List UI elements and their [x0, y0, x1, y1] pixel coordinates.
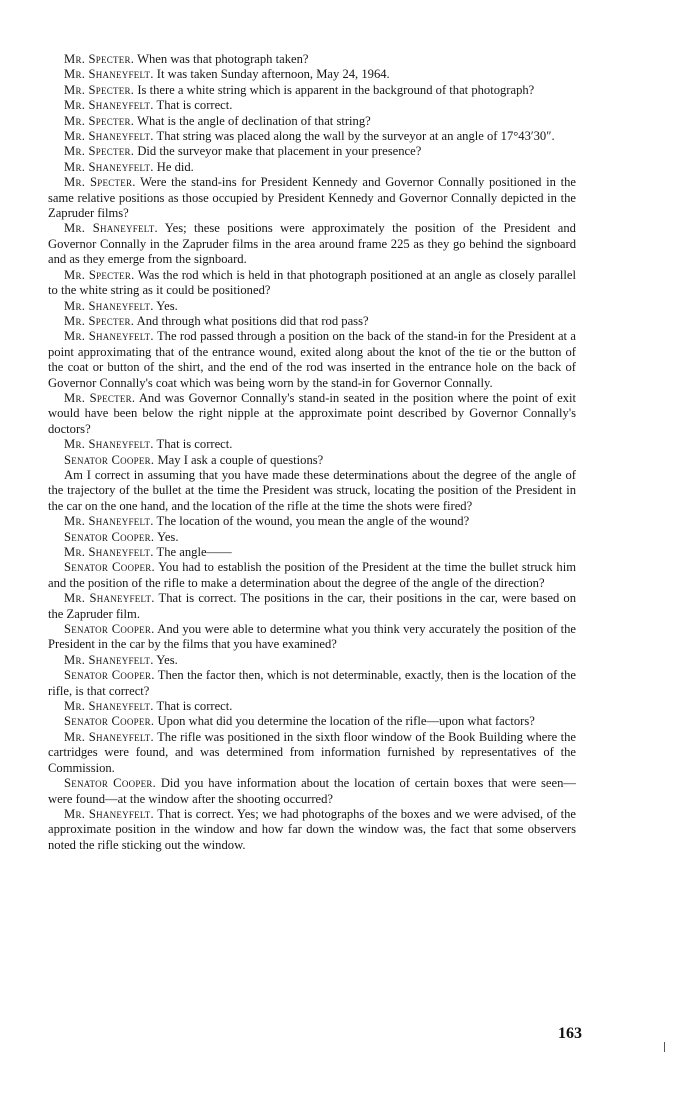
speaker-name: Mr. Shaneyfelt.: [64, 699, 154, 714]
speaker-name: Mr. Specter.: [64, 144, 135, 159]
paragraph-text: That string was placed along the wall by the surveyor at an angle of 17°43′30″.: [153, 129, 555, 144]
speaker-name: Mr. Shaneyfelt.: [64, 67, 154, 82]
speaker-name: Senator Cooper.: [64, 452, 155, 467]
testimony-paragraph: [48, 530, 576, 545]
testimony-paragraph: [48, 144, 576, 159]
paragraph-text: Is there a white string which is apparent in the background of that photograph?: [134, 82, 535, 97]
paragraph-text: Yes.: [153, 298, 178, 313]
paragraph-text: Yes.: [153, 652, 178, 667]
paragraph-text: And through what positions did that rod pass?: [134, 313, 369, 328]
testimony-paragraph: [48, 468, 576, 514]
paragraph-text: He did.: [153, 159, 194, 174]
speaker-name: Mr. Shaneyfelt.: [64, 98, 154, 113]
paragraph-text: May I ask a couple of questions?: [154, 452, 324, 467]
testimony-paragraph: [48, 560, 576, 591]
speaker-name: Mr. Shaneyfelt.: [64, 329, 154, 344]
paragraph-text: That is correct. The positions in the car, their positions in the car, were based on the Zapruder film.: [48, 591, 576, 621]
speaker-name: Mr. Specter.: [64, 82, 135, 97]
testimony-paragraph: [48, 714, 576, 729]
speaker-name: Mr. Specter.: [64, 267, 135, 282]
paragraph-text: That is correct.: [153, 437, 233, 452]
speaker-name: Mr. Shaneyfelt.: [64, 652, 154, 667]
paragraph-text: Yes.: [154, 529, 179, 544]
testimony-paragraph: [48, 98, 576, 113]
paragraph-text: That is correct. Yes; we had photographs of the boxes and we were advised, of the approximate position in the window and how far down the window was, the fact that some observers noted the rifle sticking out the window.: [48, 806, 576, 852]
paragraph-text: Was the rod which is held in that photograph positioned at an angle as closely parallel to the white string as it could be positioned?: [48, 267, 576, 298]
testimony-paragraph: [48, 437, 576, 452]
testimony-page-body: [48, 52, 576, 853]
testimony-paragraph: [48, 622, 576, 653]
speaker-name: Mr. Shaneyfelt.: [64, 159, 154, 174]
speaker-name: Mr. Shaneyfelt.: [64, 545, 154, 559]
speaker-name: Mr. Shaneyfelt.: [64, 221, 158, 236]
testimony-paragraph: [48, 514, 576, 529]
testimony-paragraph: [48, 653, 576, 668]
paragraph-text: The location of the wound, you mean the angle of the wound?: [153, 514, 470, 529]
speaker-name: Senator Cooper.: [64, 776, 156, 791]
testimony-paragraph: [48, 221, 576, 267]
testimony-paragraph: [48, 591, 576, 622]
speaker-name: Mr. Shaneyfelt.: [64, 437, 154, 452]
testimony-paragraph: [48, 314, 576, 329]
speaker-name: Mr. Shaneyfelt.: [64, 514, 154, 529]
testimony-paragraph: [48, 668, 576, 699]
paragraph-text: The angle——: [153, 545, 232, 559]
testimony-paragraph: [48, 699, 576, 714]
paragraph-text: Did you have information about the location of certain boxes that were seen—were found—at the window after the shooting occurred?: [48, 776, 577, 806]
testimony-paragraph: [48, 160, 576, 175]
testimony-paragraph: [48, 453, 576, 468]
testimony-paragraph: [48, 730, 576, 776]
testimony-paragraph: [48, 67, 576, 82]
speaker-name: Senator Cooper.: [64, 714, 155, 729]
paragraph-text: The rifle was positioned in the sixth floor window of the Book Building where the cartridges were found, and was determined from information furnished by representatives of the Commission.: [48, 729, 576, 775]
testimony-paragraph: [48, 329, 576, 391]
page-number: 163: [558, 1025, 582, 1042]
speaker-name: Senator Cooper.: [64, 529, 155, 544]
paragraph-text: Yes; these positions were approximately the position of the President and Governor Connally in the Zapruder films in the area around frame 225 as they go behind the signboard and as they emerge from the signboard.: [48, 221, 576, 267]
speaker-name: Mr. Specter.: [64, 313, 135, 328]
testimony-paragraph: [48, 52, 576, 67]
paragraph-text: Upon what did you determine the location of the rifle—upon what factors?: [154, 714, 535, 729]
testimony-paragraph: [48, 268, 576, 299]
testimony-paragraph: [48, 129, 576, 144]
speaker-name: Mr. Specter.: [64, 52, 135, 66]
paragraph-text: When was that photograph taken?: [134, 52, 309, 66]
speaker-name: Mr. Shaneyfelt.: [64, 298, 154, 313]
paragraph-text: It was taken Sunday afternoon, May 24, 1964.: [153, 67, 390, 82]
paragraph-text: What is the angle of declination of that string?: [134, 113, 371, 128]
testimony-paragraph: [48, 175, 576, 221]
paragraph-text: The rod passed through a position on the back of the stand-in for the President at a point approximating that of the entrance wound, exited along about the knot of the tie or the button of the coat or button of the shirt, and the end of the rod was inserted in the entrance hole on the back of Governor Connally's coat which was being worn by the stand-in for Governor Connally.: [48, 329, 576, 390]
speaker-name: Mr. Shaneyfelt.: [64, 591, 155, 606]
paragraph-text: You had to establish the position of the President at the time the bullet struck him and the position of the rifle to make a determination about the degree of the angle of the direction?: [48, 560, 576, 590]
speaker-name: Senator Cooper.: [64, 668, 155, 683]
speaker-name: Mr. Shaneyfelt.: [64, 129, 154, 144]
testimony-paragraph: [48, 807, 576, 853]
paragraph-text: Did the surveyor make that placement in your presence?: [134, 144, 422, 159]
testimony-paragraph: [48, 545, 576, 560]
paragraph-text: That is correct.: [153, 699, 233, 714]
speaker-name: Mr. Specter.: [64, 390, 136, 405]
paragraph-text: Were the stand-ins for President Kennedy and Governor Connally positioned in the same relative positions as those occupied by President Kennedy and Governor Connally depicted in the Zapruder films?: [48, 175, 577, 221]
testimony-paragraph: [48, 114, 576, 129]
paragraph-text: Am I correct in assuming that you have made these determinations about the degree of the angle of the trajectory of the bullet at the time the President was struck, locating the position of the President in the car on the one hand, and the location of the rifle at the time the shots were fired?: [48, 467, 576, 513]
speaker-name: Mr. Shaneyfelt.: [64, 729, 154, 744]
margin-scan-mark: [664, 1042, 665, 1052]
testimony-paragraph: [48, 83, 576, 98]
paragraph-text: And you were able to determine what you think very accurately the position of the President in the car by the films that you have examined?: [48, 622, 576, 652]
paragraph-text: And was Governor Connally's stand-in seated in the position where the point of exit would have been below the right nipple at the approximate point described by Governor Connally's doctors?: [48, 390, 577, 436]
paragraph-text: That is correct.: [153, 98, 233, 113]
paragraph-text: Then the factor then, which is not determinable, exactly, then is the location of the rifle, is that correct?: [48, 668, 576, 698]
testimony-paragraph: [48, 299, 576, 314]
speaker-name: Senator Cooper.: [64, 560, 155, 575]
speaker-name: Senator Cooper.: [64, 622, 155, 637]
speaker-name: Mr. Shaneyfelt.: [64, 806, 154, 821]
speaker-name: Mr. Specter.: [64, 175, 136, 190]
testimony-paragraph: [48, 391, 576, 437]
testimony-paragraph: [48, 776, 576, 807]
speaker-name: Mr. Specter.: [64, 113, 135, 128]
